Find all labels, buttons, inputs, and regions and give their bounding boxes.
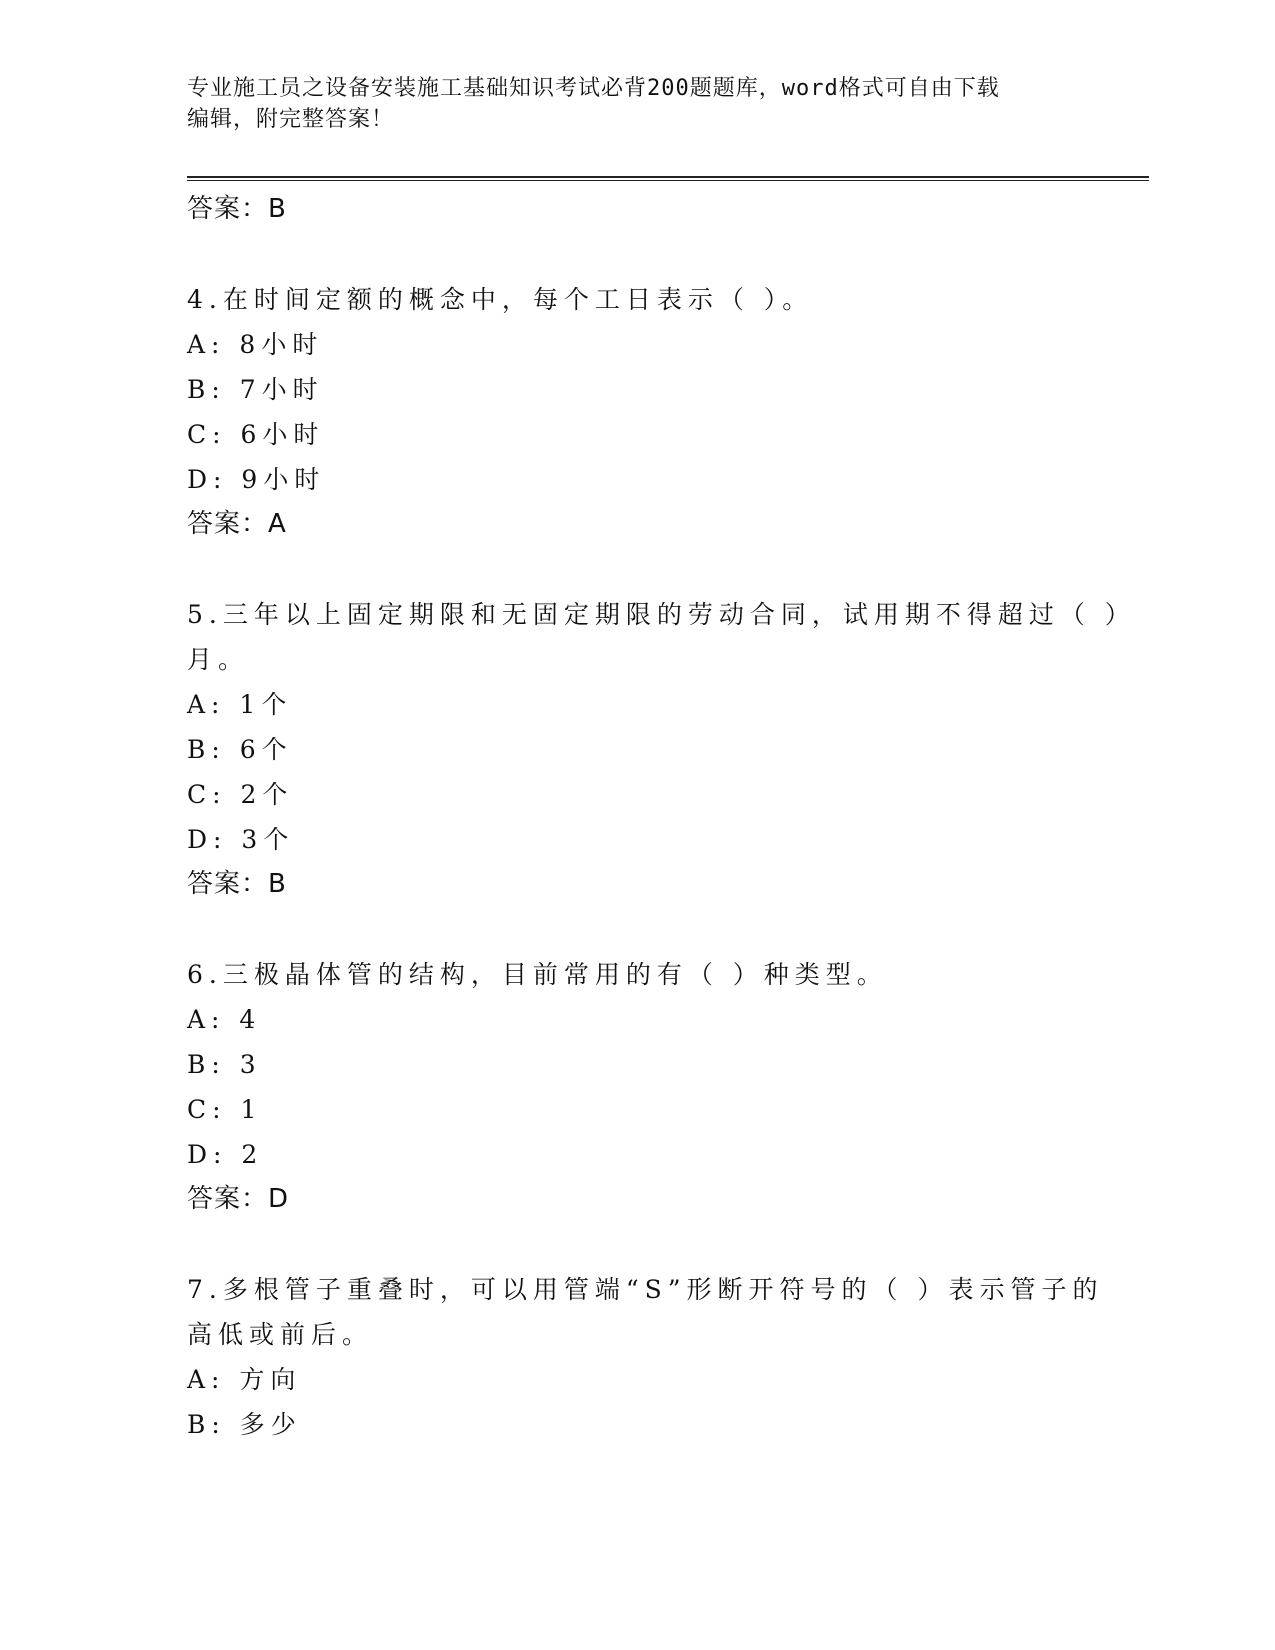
- option-d: D: 2: [187, 1140, 264, 1169]
- option-b: B: 3: [187, 1050, 262, 1079]
- question-text-continued: 高低或前后。: [187, 1320, 374, 1349]
- question-text: 6.三极晶体管的结构，目前常用的有（ ）种类型。: [187, 960, 888, 989]
- page-header: [187, 73, 1067, 135]
- option-a: A: 1个: [187, 690, 293, 719]
- spacer: [187, 907, 1087, 952]
- option-b: B: 6个: [187, 735, 293, 764]
- answer-line: 答案：B: [187, 869, 287, 899]
- option-c: C: 6小时: [187, 420, 325, 449]
- question-text: 7.多根管子重叠时，可以用管端“S”形断开符号的（ ）表示管子的: [187, 1275, 1104, 1304]
- question-text: 4.在时间定额的概念中，每个工日表示（ ）。: [187, 285, 814, 314]
- document-body: [187, 187, 1136, 1447]
- option-a: A: 8小时: [187, 330, 324, 359]
- option-d: D: 9小时: [187, 465, 326, 494]
- option-b: B: 7小时: [187, 375, 324, 404]
- spacer: [187, 547, 1087, 592]
- question-4: [187, 277, 1087, 547]
- answer-line: 答案：A: [187, 509, 287, 539]
- question-text-continued: 月。: [187, 645, 250, 674]
- option-d: D: 3个: [187, 825, 295, 854]
- option-a: A: 4: [187, 1005, 262, 1034]
- option-c: C: 2个: [187, 780, 294, 809]
- option-a: A: 方向: [187, 1365, 302, 1394]
- option-b: B: 多少: [187, 1410, 302, 1439]
- spacer: [187, 1222, 1087, 1267]
- question-6: [187, 952, 1087, 1222]
- header-title-line-2: 编辑，附完整答案！: [187, 107, 395, 132]
- header-divider: [187, 176, 1149, 181]
- answer-line: 答案：B: [187, 194, 287, 224]
- question-text: 5.三年以上固定期限和无固定期限的劳动合同，试用期不得超过（ ）: [187, 600, 1136, 629]
- header-title-line-1: 专业施工员之设备安装施工基础知识考试必背200题题库，word格式可自由下载: [187, 76, 1000, 101]
- spacer: [187, 232, 1087, 277]
- answer-line: 答案：D: [187, 1184, 290, 1214]
- option-c: C: 1: [187, 1095, 263, 1124]
- question-7: [187, 1267, 1104, 1447]
- question-5: [187, 592, 1136, 907]
